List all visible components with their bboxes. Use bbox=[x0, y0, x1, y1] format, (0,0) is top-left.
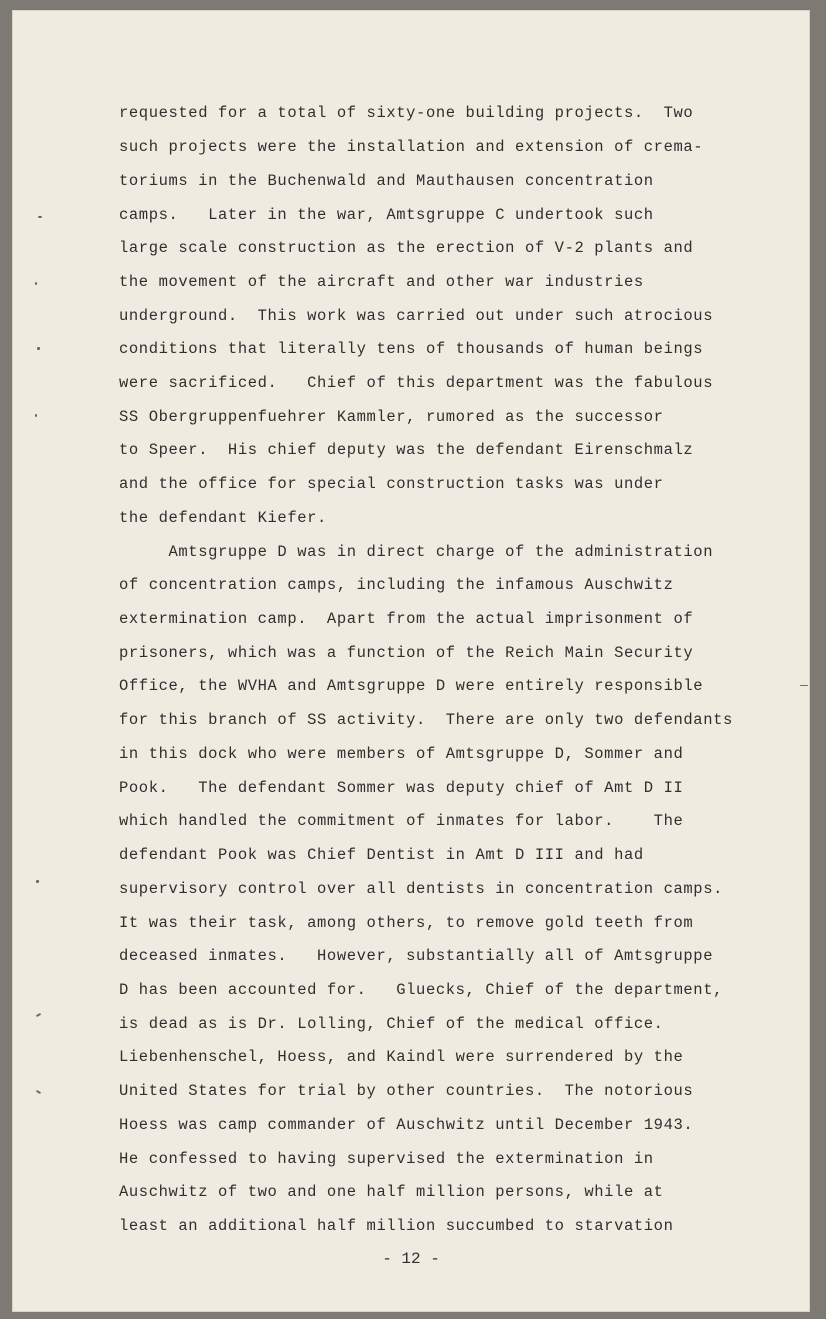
margin-mark bbox=[38, 216, 42, 218]
margin-mark bbox=[37, 347, 40, 350]
text-line: for this branch of SS activity. There are only two defendants bbox=[119, 711, 733, 729]
margin-mark bbox=[800, 685, 808, 686]
text-line: such projects were the installation and extension of crema- bbox=[119, 138, 704, 156]
text-line: Amtsgruppe D was in direct charge of the administration bbox=[119, 543, 714, 561]
margin-mark bbox=[35, 282, 37, 285]
body-text bbox=[12, 10, 810, 1312]
text-line: It was their task, among others, to remove gold teeth from bbox=[119, 914, 694, 932]
margin-mark bbox=[36, 880, 39, 883]
text-line: requested for a total of sixty-one building projects. Two bbox=[119, 104, 694, 122]
document-page bbox=[12, 10, 810, 1312]
text-line: SS Obergruppenfuehrer Kammler, rumored as the successor bbox=[119, 408, 664, 426]
text-line: supervisory control over all dentists in concentration camps. bbox=[119, 880, 723, 898]
text-line: Pook. The defendant Sommer was deputy chief of Amt D II bbox=[119, 779, 684, 797]
text-line: extermination camp. Apart from the actual imprisonment of bbox=[119, 610, 694, 628]
text-line: He confessed to having supervised the extermination in bbox=[119, 1150, 654, 1168]
text-line: prisoners, which was a function of the Reich Main Security bbox=[119, 644, 694, 662]
text-line: underground. This work was carried out under such atrocious bbox=[119, 307, 714, 325]
text-line: United States for trial by other countries. The notorious bbox=[119, 1082, 694, 1100]
text-line: deceased inmates. However, substantially all of Amtsgruppe bbox=[119, 947, 714, 965]
text-line: in this dock who were members of Amtsgruppe D, Sommer and bbox=[119, 745, 684, 763]
text-line: large scale construction as the erection of V-2 plants and bbox=[119, 239, 694, 257]
margin-mark bbox=[35, 414, 37, 417]
text-line: Auschwitz of two and one half million persons, while at bbox=[119, 1183, 664, 1201]
text-line: is dead as is Dr. Lolling, Chief of the medical office. bbox=[119, 1015, 664, 1033]
text-line: defendant Pook was Chief Dentist in Amt D III and had bbox=[119, 846, 644, 864]
text-line: least an additional half million succumbed to starvation bbox=[119, 1217, 674, 1235]
text-line: D has been accounted for. Gluecks, Chief of the department, bbox=[119, 981, 723, 999]
text-line: Office, the WVHA and Amtsgruppe D were entirely responsible bbox=[119, 677, 704, 695]
text-line: and the office for special construction tasks was under bbox=[119, 475, 664, 493]
text-line: of concentration camps, including the infamous Auschwitz bbox=[119, 576, 674, 594]
text-line: the defendant Kiefer. bbox=[119, 509, 327, 527]
text-line: were sacrificed. Chief of this department was the fabulous bbox=[119, 374, 714, 392]
text-line: toriums in the Buchenwald and Mauthausen concentration bbox=[119, 172, 654, 190]
text-line: Liebenhenschel, Hoess, and Kaindl were surrendered by the bbox=[119, 1048, 684, 1066]
page-number: - 12 - bbox=[382, 1250, 440, 1268]
text-line: camps. Later in the war, Amtsgruppe C undertook such bbox=[119, 206, 654, 224]
text-line: which handled the commitment of inmates for labor. The bbox=[119, 812, 684, 830]
text-line: conditions that literally tens of thousands of human beings bbox=[119, 340, 704, 358]
text-line: the movement of the aircraft and other war industries bbox=[119, 273, 644, 291]
text-line: to Speer. His chief deputy was the defendant Eirenschmalz bbox=[119, 441, 694, 459]
text-line: Hoess was camp commander of Auschwitz until December 1943. bbox=[119, 1116, 694, 1134]
